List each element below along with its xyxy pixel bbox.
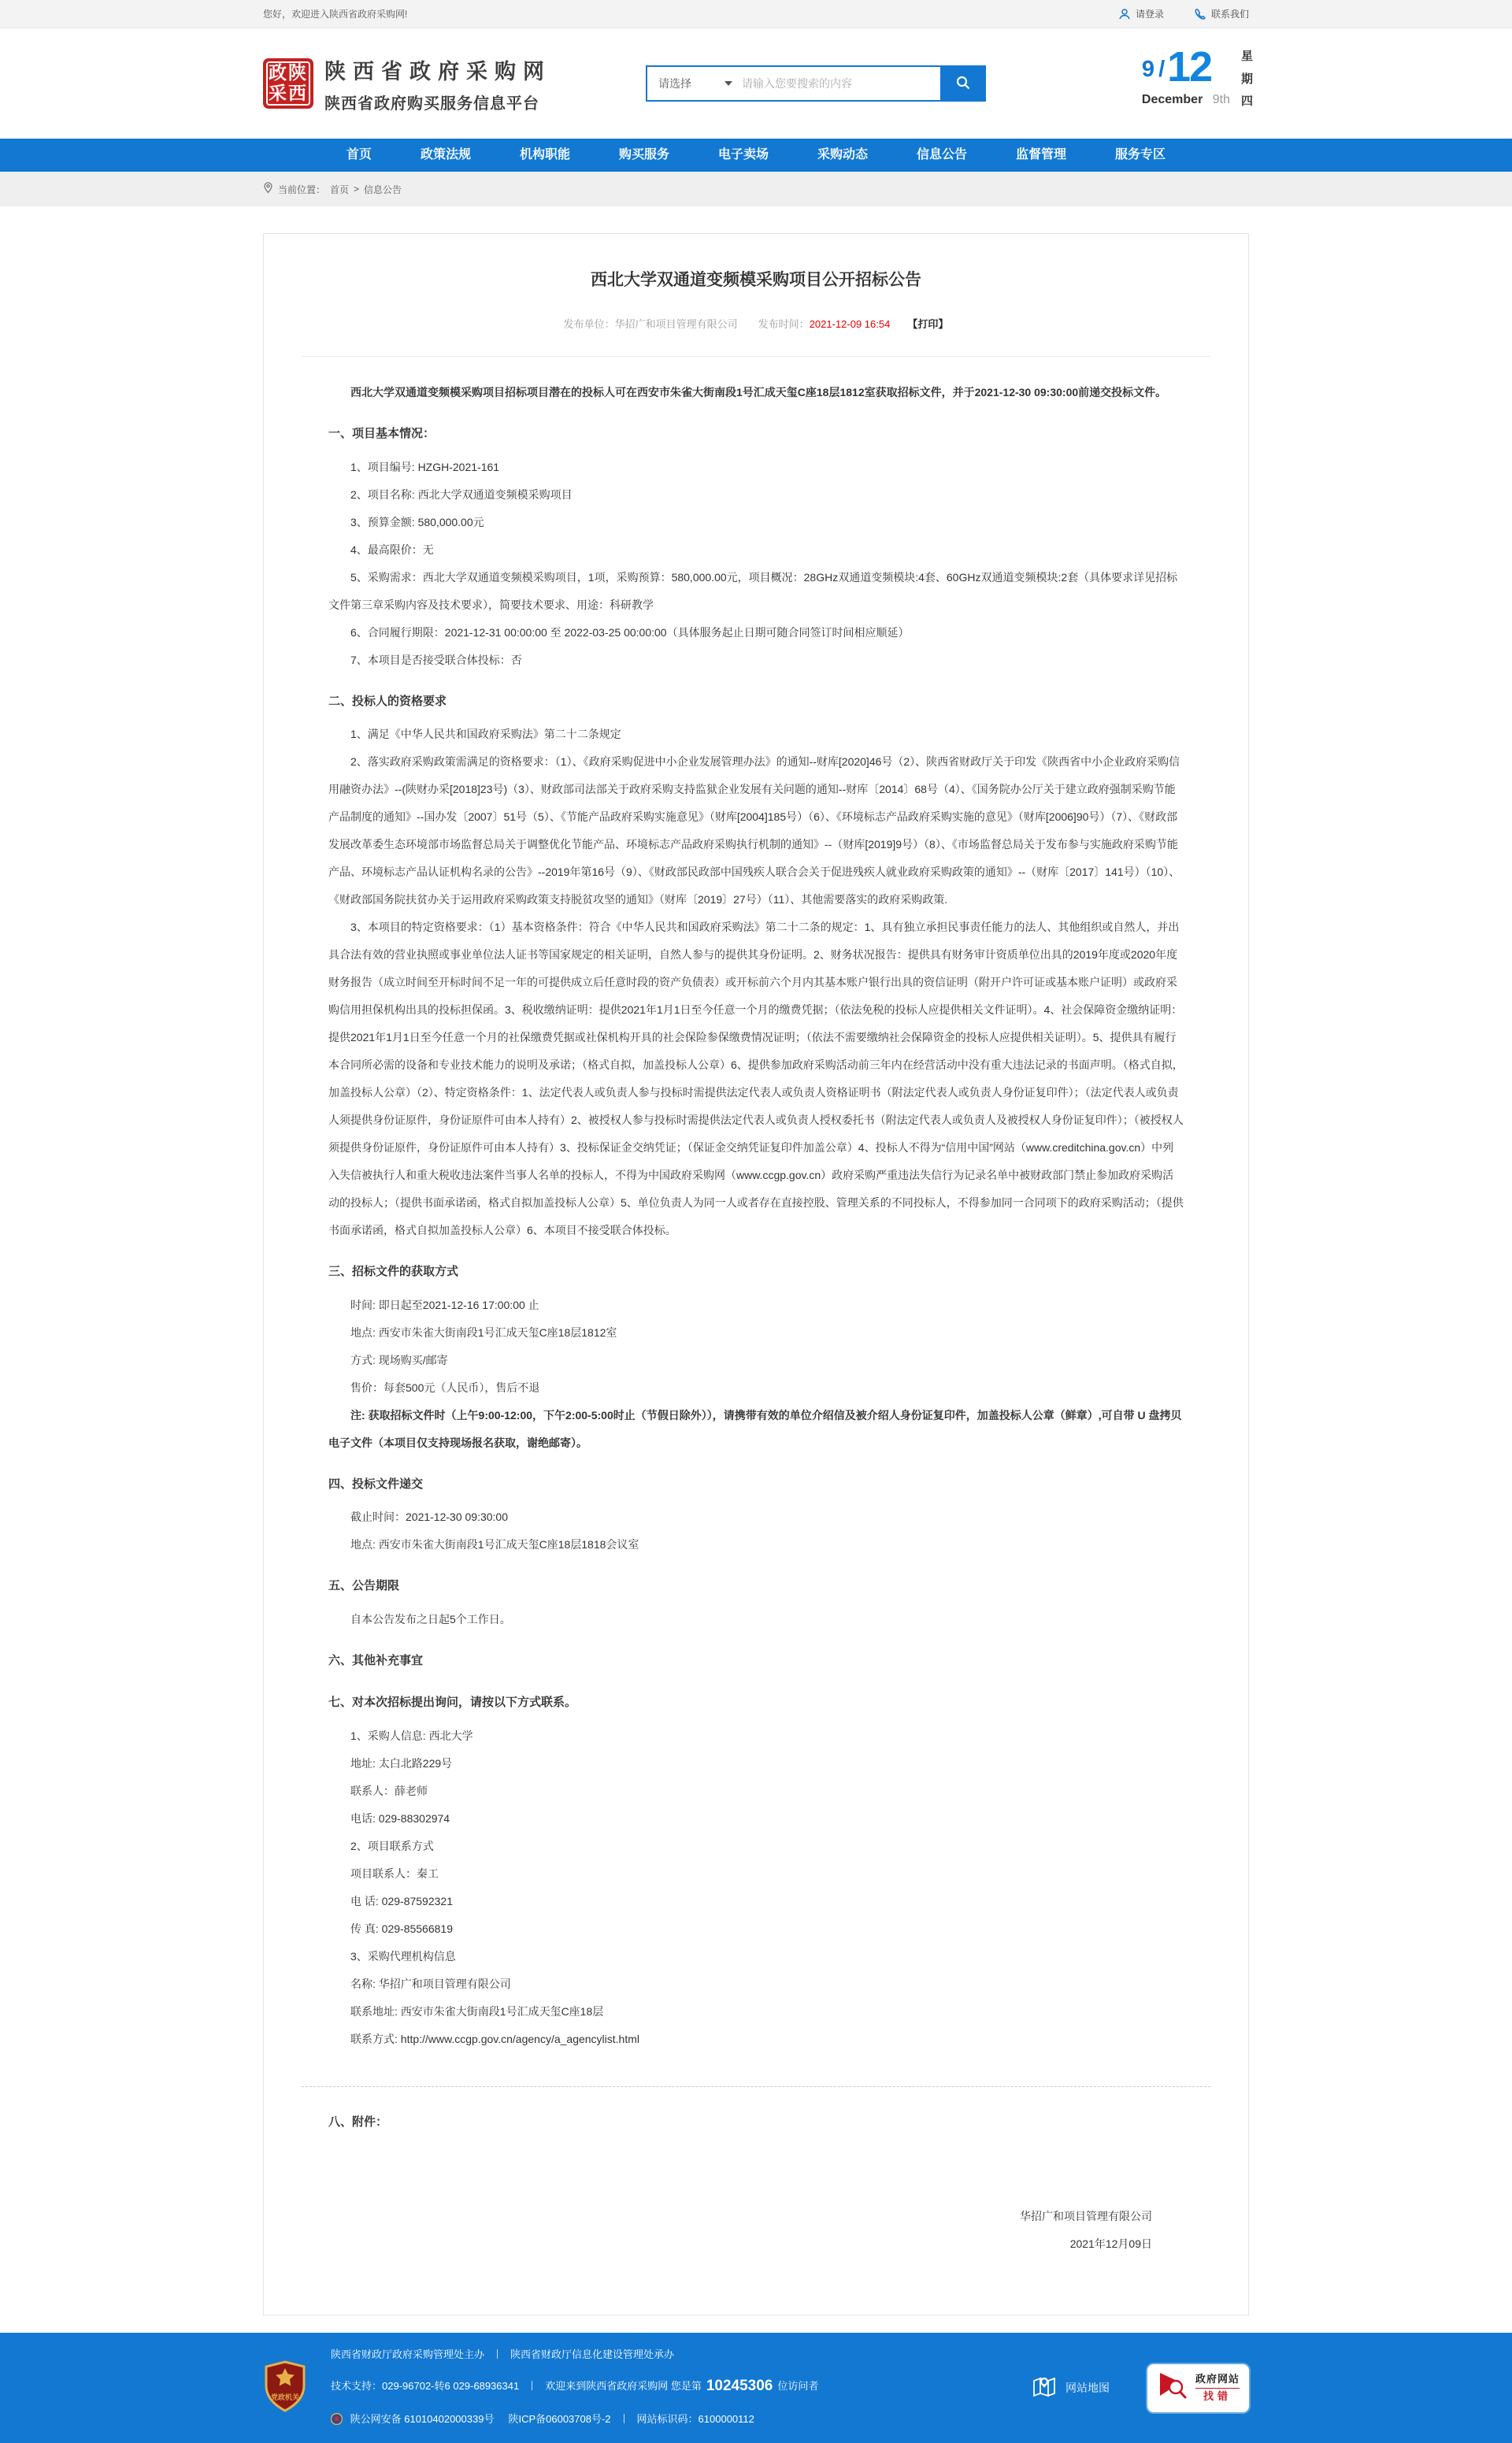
section-heading: 五、公告期限 <box>328 1579 400 1592</box>
phone-icon <box>1194 8 1206 20</box>
breadcrumb-separator: > <box>354 184 360 195</box>
search-icon <box>955 75 971 93</box>
section-heading: 一、项目基本情况： <box>328 427 435 440</box>
body-paragraph: 2、项目名称: 西北大学双通道变频模采购项目 <box>350 487 573 501</box>
body-paragraph: 4、最高限价：无 <box>350 543 434 556</box>
body-paragraph: 售价：每套500元（人民币），售后不退 <box>350 1381 540 1394</box>
footer-tech-support: 技术支持：029-96702-转6 029-68936341 <box>331 2380 520 2393</box>
body-paragraph: 1、项目编号: HZGH-2021-161 <box>350 460 500 473</box>
body-paragraph: 西北大学双通道变频模采购项目招标项目潜在的投标人可在西安市朱雀大街南段1号汇成天玺C座18层1812室获取招标文件，并于2021-12-30 09:30:00前递交投标文件。 <box>350 386 1167 399</box>
body-paragraph: 方式: 现场购买/邮寄 <box>350 1353 448 1366</box>
footer-visitor-suffix: 位访问者 <box>777 2380 819 2393</box>
search-box <box>646 65 986 102</box>
top-bar <box>0 0 1512 28</box>
caret-down-icon <box>724 81 732 86</box>
footer-visitor-text: 欢迎来到陕西省政府采购网 您是第 <box>545 2380 702 2393</box>
police-badge-icon <box>331 2415 346 2427</box>
body-paragraph: 7、本项目是否接受联合体投标：否 <box>350 653 522 666</box>
nav-item-6[interactable]: 信息公告 <box>917 148 968 161</box>
logo-seal-icon <box>263 58 313 109</box>
nav-item-8[interactable]: 服务专区 <box>1115 148 1166 161</box>
login-link[interactable] <box>1118 7 1164 20</box>
dashed-divider <box>302 2086 1210 2087</box>
article-meta <box>264 316 1248 331</box>
signature-line: 华招广和项目管理有限公司 <box>1020 2210 1152 2222</box>
body-paragraph: 电话: 029-88302974 <box>350 1811 450 1825</box>
error-report-flag-icon <box>1157 2371 1188 2406</box>
date-day: 9 <box>1141 57 1155 82</box>
sitemap-link[interactable] <box>1031 2374 1110 2403</box>
breadcrumb-label: 当前位置： <box>278 184 326 195</box>
body-paragraph: 地点: 西安市朱雀大街南段1号汇成天玺C座18层1818会议室 <box>350 1538 639 1551</box>
main-nav <box>0 139 1512 172</box>
footer-divider <box>497 2349 498 2359</box>
print-button[interactable]: 【打印】 <box>907 318 949 330</box>
date-month-name: December <box>1141 93 1203 106</box>
nav-menu <box>263 139 1249 172</box>
nav-item-5[interactable]: 采购动态 <box>817 148 869 161</box>
footer-co-organizer: 陕西省财政厅信息化建设管理处承办 <box>510 2348 675 2361</box>
breadcrumb-home-link[interactable]: 首页 <box>330 184 350 195</box>
date-month-number: 12 <box>1167 43 1212 91</box>
body-paragraph: 截止时间：2021-12-30 09:30:00 <box>350 1511 508 1523</box>
date-slash: / <box>1158 57 1166 82</box>
body-paragraph: 2、落实政府采购政策需满足的资格要求：（1）、《政府采购促进中小企业发展管理办法》的通知--财库[2020]46号（2）、陕西省财政厅关于印发《陕西省中小企业政府采购信用融资办法》--(陕财办采[2018]23号)（3）、财政部司法部关于政府采购支持监狱企业发展有关问题的通知--财库〔2014〕68号（4）、《国务院办公厅关于建立政府强制采购节能产品制度的通知》--国办发〔2007〕51号（5）、《节能产品政府采购实施意见》（财库[2004]185号）（6）、《环境标志产品政府采购实施的意见》（财库[2006]90号）（7）、《财政部发展改革委生态环境部市场监督总局关于调整优化节能产品、环境标志产品政府采购执行机制的通知》--（财库[2019]9号）（8）、《市场监督总局关于发布参与实施政府采购节能产品、环境标志产品认证机构名录的公告》--2019年第16号（9）、《财政部民政部中国残疾人联合会关于促进残疾人就业政府采购政策的通知》--（财库〔2017〕141号）（10）、《财政部国务院扶贫办关于运用政府采购政策支持脱贫攻坚的通知》（财库〔2019〕27号）（11）、其他需要落实的政府采购政策. <box>328 755 1180 906</box>
search-select-label: 请选择 <box>658 77 691 90</box>
login-label: 请登录 <box>1135 9 1164 20</box>
section-heading: 七、对本次招标提出询问，请按以下方式联系。 <box>328 1696 577 1709</box>
gov-site-error-report-badge[interactable] <box>1147 2364 1249 2412</box>
user-icon <box>1118 8 1131 20</box>
nav-item-3[interactable]: 购买服务 <box>618 148 669 161</box>
breadcrumb-bar <box>0 172 1512 206</box>
icp-record[interactable]: 陕ICP备06003708号-2 <box>508 2412 611 2425</box>
visitor-count: 10245306 <box>706 2378 773 2395</box>
site-header <box>0 28 1512 139</box>
body-paragraph: 联系方式: http://www.ccgp.gov.cn/agency/a_agencylist.html <box>350 2032 640 2045</box>
section-heading: 八、附件： <box>328 2115 388 2129</box>
security-record[interactable]: 陕公网安备 61010402000339号 <box>350 2412 495 2425</box>
body-paragraph: 联系地址: 西安市朱雀大街南段1号汇成天玺C座18层 <box>350 2004 604 2018</box>
site-footer <box>0 2333 1512 2443</box>
site-logo[interactable] <box>263 54 551 113</box>
body-paragraph: 联系人：薛老师 <box>350 1784 428 1797</box>
body-paragraph: 传 真: 029-85566819 <box>350 1922 453 1935</box>
main-content <box>0 206 1512 2333</box>
date-widget <box>1141 43 1255 113</box>
signature-line: 2021年12月09日 <box>1069 2237 1152 2250</box>
body-paragraph: 项目联系人：秦工 <box>350 1867 439 1880</box>
body-paragraph: 3、采购代理机构信息 <box>350 1949 456 1963</box>
article-body <box>264 357 1248 2258</box>
section-heading: 三、招标文件的获取方式 <box>328 1265 459 1278</box>
body-paragraph: 地点: 西安市朱雀大街南段1号汇成天玺C座18层1812室 <box>350 1325 617 1339</box>
search-button[interactable] <box>940 65 986 102</box>
body-paragraph: 1、采购人信息: 西北大学 <box>350 1729 473 1742</box>
publisher-label: 发布单位： <box>563 318 615 330</box>
body-paragraph: 6、合同履行期限：2021-12-31 00:00:00 至 2022-03-25 00:00:00（具体服务起止日期可随合同签订时间相应顺延） <box>350 625 910 639</box>
body-paragraph: 2、项目联系方式 <box>350 1839 434 1852</box>
body-paragraph: 电 话: 029-87592321 <box>350 1894 453 1907</box>
body-paragraph: 3、本项目的特定资格要求：（1）基本资格条件：符合《中华人民共和国政府采购法》第二十二条的规定：1、具有独立承担民事责任能力的法人、其他组织或自然人，并出具合法有效的营业执照或事业单位法人证书等国家规定的相关证明，自然人参与的提供其身份证明。2、财务状况报告：提供具有财务审计资质单位出具的2019年度或2020年度财务报告（成立时间至开标时间不足一年的可提供成立后任意时段的资产负债表）或开标前六个月内其基本账户银行出具的资信证明（附开户许可证或基本账户证明）或政府采购信用担保机构出具的投标担保函。3、税收缴纳证明：提供2021年1月1日至今任意一个月的缴费凭据；（依法免税的投标人应提供相关文件证明）。4、社会保障资金缴纳证明：提供2021年1月1日至今任意一个月的社保缴费凭据或社保机构开具的社会保险参保缴费情况证明；（依法不需要缴纳社会保障资金的投标人应提供相关证明）。5、提供具有履行本合同所必需的设备和专业技术能力的说明及承诺；（格式自拟，加盖投标人公章）6、提供参加政府采购活动前三年内在经营活动中没有重大违法记录的书面声明。（格式自拟，加盖投标人公章）（2）、特定资格条件：1、法定代表人或负责人参与投标时需提供法定代表人或负责人资格证明书（附法定代表人或负责人身份证复印件）；（法定代表人或负责人须提供身份证原件，身份证原件可由本人持有）2、被授权人参与投标时需提供法定代表人或负责人授权委托书（附法定代表人或负责人及被授权人身份证复印件）；（被授权人须提供身份证原件，身份证原件可由本人持有）3、投标保证金交纳凭证；（保证金交纳凭证复印件加盖公章）4、投标人不得为“信用中国”网站（www.creditchina.gov.cn）中列入失信被执行人和重大税收违法案件当事人名单的投标人，不得为中国政府采购网（www.ccgp.gov.cn）政府采购严重违法失信行为记录名单中被财政部门禁止参加政府采购活动的投标人；（提供书面承诺函，格式自拟加盖投标人公章）5、单位负责人为同一人或者存在直接控股、管理关系的不同投标人，不得参加同一合同项下的政府采购活动；（提供书面承诺函，格式自拟加盖投标人公章）6、本项目不接受联合体投标。 <box>328 921 1184 1236</box>
nav-item-7[interactable]: 监督管理 <box>1016 148 1067 161</box>
body-paragraph: 3、预算金额: 580,000.00元 <box>350 515 484 528</box>
body-paragraph: 5、采购需求：西北大学双通道变频模采购项目，1项，采购预算：580,000.00元，项目概况：28GHz双通道变频模块:4套、60GHz双通道变频模块:2套（具体要求详见招标文件第三章采购内容及技术要求），简要技术要求、用途：科研教学 <box>328 570 1178 611</box>
section-heading: 二、投标人的资格要求 <box>328 694 447 708</box>
nav-item-2[interactable]: 机构职能 <box>519 148 570 161</box>
seal-row: 采西 <box>269 83 308 103</box>
publish-time-label: 发布时间： <box>758 318 810 330</box>
article-card <box>263 233 1249 2315</box>
location-pin-icon <box>263 182 273 196</box>
body-paragraph: 自本公告发布之日起5个工作日。 <box>350 1612 511 1626</box>
error-badge-subtitle: 找错 <box>1203 2389 1232 2402</box>
welcome-text: 您好，欢迎进入陕西省政府采购网! <box>263 9 408 20</box>
body-paragraph: 注: 获取招标文件时（上午9:00-12:00，下午2:00-5:00时止（节假日除外）），请携带有效的单位介绍信及被介绍人身份证复印件，加盖投标人公章（鲜章）,可自带 U 盘拷贝电子文件（本项目仅支持现场报名获取，谢绝邮寄）。 <box>328 1408 1182 1449</box>
svg-text:党政机关: 党政机关 <box>270 2393 300 2401</box>
sitemap-label: 网站地图 <box>1065 2382 1110 2394</box>
nav-item-0[interactable]: 首页 <box>346 148 372 161</box>
footer-info <box>331 2341 1007 2434</box>
nav-item-1[interactable]: 政策法规 <box>420 148 471 161</box>
body-paragraph: 1、满足《中华人民共和国政府采购法》第二十二条规定 <box>350 728 621 740</box>
contact-link[interactable] <box>1194 7 1249 20</box>
body-paragraph: 地址: 太白北路229号 <box>350 1756 453 1770</box>
site-identifier-code: 网站标识码：6100000112 <box>636 2412 754 2425</box>
section-heading: 六、其他补充事宜 <box>328 1653 424 1667</box>
nav-item-4[interactable]: 电子卖场 <box>717 148 769 161</box>
site-subtitle: 陕西省政府购买服务信息平台 <box>324 95 539 113</box>
footer-organizer: 陕西省财政厅政府采购管理处主办 <box>331 2348 485 2361</box>
error-badge-title: 政府网站 <box>1195 2373 1240 2388</box>
contact-label: 联系我们 <box>1210 9 1249 20</box>
seal-row: 政陕 <box>269 62 308 83</box>
search-category-select[interactable] <box>647 76 740 91</box>
section-heading: 四、投标文件递交 <box>328 1477 424 1491</box>
article-title: 西北大学双通道变频模采购项目公开招标公告 <box>591 271 921 289</box>
map-icon <box>1031 2374 1058 2403</box>
site-title: 陕西省政府采购网 <box>324 59 551 83</box>
body-paragraph: 名称: 华招广和项目管理有限公司 <box>350 1977 511 1990</box>
date-weekday: 星期四 <box>1241 50 1254 108</box>
breadcrumb <box>263 172 1249 206</box>
breadcrumb-current[interactable]: 信息公告 <box>364 184 402 195</box>
party-gov-emblem-icon <box>263 2360 307 2416</box>
search-input[interactable] <box>740 67 940 100</box>
body-paragraph: 时间: 即日起至2021-12-16 17:00:00 止 <box>350 1298 539 1311</box>
date-ordinal: 9th <box>1212 93 1230 106</box>
publisher-value: 华招广和项目管理有限公司 <box>614 318 738 330</box>
publish-time-value: 2021-12-09 16:54 <box>809 318 891 330</box>
